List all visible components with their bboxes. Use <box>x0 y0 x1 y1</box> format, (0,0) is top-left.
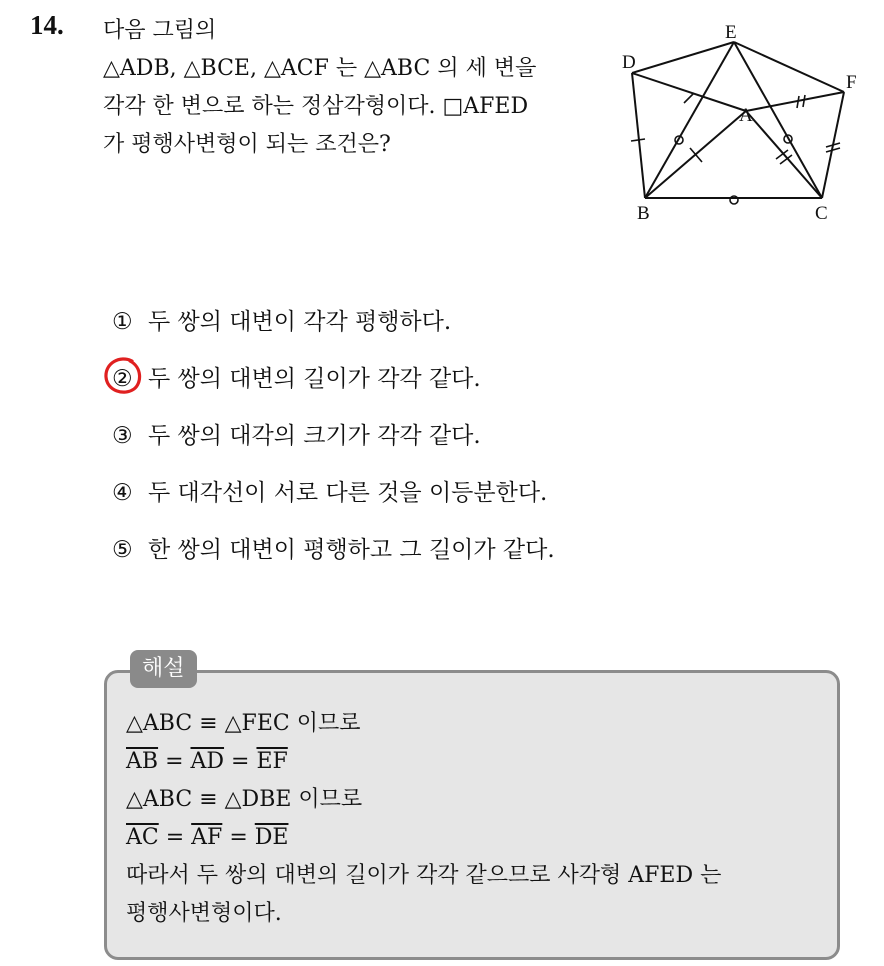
answer-circle-icon <box>102 355 144 397</box>
label-a: A <box>739 105 753 126</box>
choice-text: 한 쌍의 대변이 평행하고 그 길이가 같다. <box>148 537 555 563</box>
segment-label: $\overline{AD}$ <box>190 749 225 774</box>
segment-label: $\overline{AB}$ <box>126 749 159 774</box>
stem-line: 각각 한 변으로 하는 정삼각형이다. □AFED <box>103 94 529 119</box>
stem-line: △ADB, △BCE, △ACF 는 △ABC 의 세 변을 <box>103 56 537 81</box>
solution-text <box>126 705 721 933</box>
label-e: E <box>725 22 737 43</box>
label-f: F <box>846 72 857 93</box>
choice-mark: ⑤ <box>112 537 133 563</box>
choice-mark: ④ <box>112 480 133 506</box>
tick-mark <box>797 96 799 108</box>
choice-4[interactable] <box>112 473 555 530</box>
stem-line: 가 평행사변형이 되는 조건은? <box>103 132 391 157</box>
choice-text: 두 쌍의 대각의 크기가 각각 같다. <box>148 423 481 449</box>
solution-tag: 해설 <box>130 650 197 688</box>
choice-5[interactable] <box>112 530 555 587</box>
choice-3[interactable] <box>112 416 555 473</box>
choice-list <box>112 302 555 587</box>
choice-mark: ① <box>112 309 133 335</box>
choice-text: 두 대각선이 서로 다른 것을 이등분한다. <box>148 480 548 506</box>
segment-af <box>746 92 844 111</box>
choice-2[interactable] <box>112 359 555 416</box>
segment-label: $\overline{DE}$ <box>254 825 289 850</box>
solution-line: 따라서 두 쌍의 대변의 길이가 각각 같으므로 사각형 AFED 는 <box>126 863 722 888</box>
tick-mark <box>684 93 694 103</box>
solution-line <box>126 819 721 857</box>
segment-label: $\overline{EF}$ <box>256 749 288 774</box>
choice-mark: ② <box>112 366 133 392</box>
segment-ef <box>734 42 844 92</box>
segment-label: $\overline{AF}$ <box>191 825 223 850</box>
solution-line: 평행사변형이다. <box>126 901 282 926</box>
solution-line <box>126 743 721 781</box>
equals-sign: = <box>165 825 185 850</box>
solution-line: △ABC ≡ △DBE 이므로 <box>126 787 363 812</box>
equals-sign: = <box>231 749 250 774</box>
tick-mark <box>803 95 805 107</box>
stem-line: 다음 그림의 <box>103 18 217 43</box>
equals-sign: = <box>165 749 184 774</box>
choice-text: 두 쌍의 대변이 각각 평행하다. <box>148 309 452 335</box>
equals-sign: = <box>229 825 248 850</box>
solution-line: △ABC ≡ △FEC 이므로 <box>126 711 361 736</box>
question-number: 14. <box>30 10 64 40</box>
label-d: D <box>622 52 636 73</box>
question-stem <box>103 12 603 164</box>
segment-ac <box>746 111 822 198</box>
label-c: C <box>815 203 828 224</box>
segment-da <box>632 73 746 111</box>
label-b: B <box>637 203 650 224</box>
choice-mark: ③ <box>112 423 133 449</box>
segment-bd <box>632 73 645 198</box>
segment-label: $\overline{AC}$ <box>126 825 159 850</box>
choice-1[interactable] <box>112 302 555 359</box>
choice-text: 두 쌍의 대변의 길이가 각각 같다. <box>148 366 481 392</box>
geometry-figure <box>612 14 872 234</box>
tick-mark <box>631 139 645 141</box>
